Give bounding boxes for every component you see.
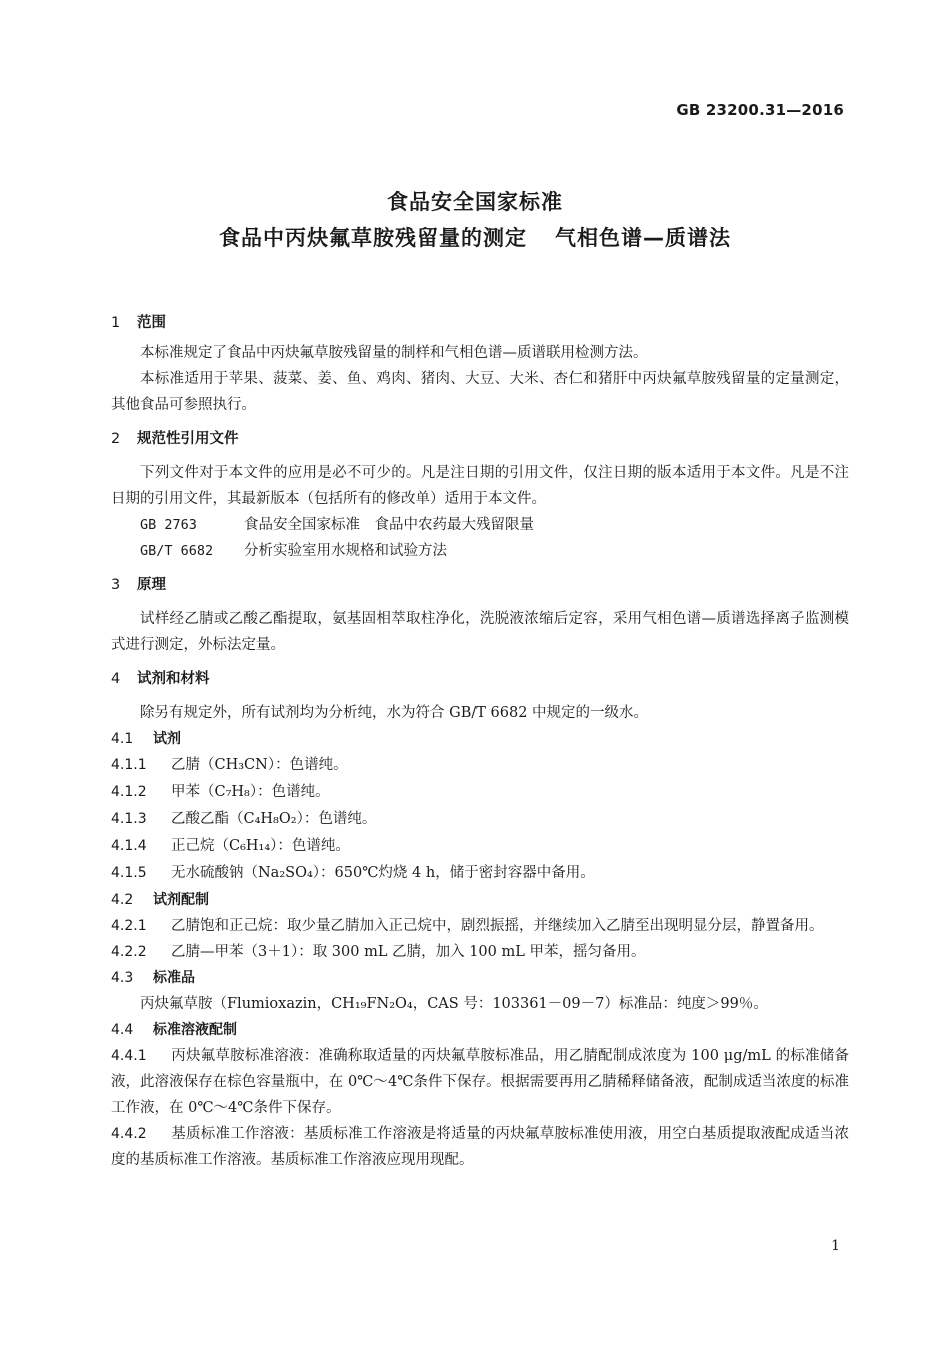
- section-4-2-heading: 4.2 试剂配制: [111, 892, 209, 908]
- reagent-4-1-4: 4.1.4 正己烷（C₆H₁₄）：色谱纯。: [111, 838, 350, 854]
- title-line-2b: 气相色谱—质谱法: [555, 226, 731, 250]
- preparation-4-2-2: 4.2.2 乙腈—甲苯（3＋1）：取 300 mL 乙腈，加入 100 mL 甲苯，摇匀备用。: [111, 944, 646, 960]
- section-4-4-heading: 4.4 标准溶液配制: [111, 1022, 237, 1038]
- standard-substance-paragraph: 丙炔氟草胺（Flumioxazin，CH₁₉FN₂O₄，CAS 号：103361－09－7）标准品：纯度＞99％。: [140, 996, 768, 1012]
- standard-solution-4-4-1: 4.4.1 丙炔氟草胺标准溶液：准确称取适量的丙炔氟草胺标准品，用乙腈配制成浓度为 100 μg/mL 的标准储备液，此溶液保存在棕色容量瓶中，在 0℃～4℃条件下保存。根据需要再用乙腈稀释储备液，配制成适当浓度的标准工作液，在 0℃～4℃条件下保存。: [111, 1048, 849, 1116]
- page-number: 1: [831, 1238, 840, 1254]
- title-line-2: [0, 220, 950, 256]
- preparation-4-2-1: 4.2.1 乙腈饱和正己烷：取少量乙腈加入正己烷中，剧烈振摇，并继续加入乙腈至出现明显分层，静置备用。: [111, 918, 824, 934]
- reference-gbt6682: GB/T 6682 分析实验室用水规格和试验方法: [140, 543, 447, 559]
- reagent-4-1-5: 4.1.5 无水硫酸钠（Na₂SO₄）：650℃灼烧 4 h，储于密封容器中备用。: [111, 865, 595, 881]
- section-4-heading: 4 试剂和材料: [111, 671, 210, 687]
- section-1-heading: 1 范围: [111, 315, 166, 331]
- section-1-paragraph-1: 本标准规定了食品中丙炔氟草胺残留量的制样和气相色谱—质谱联用检测方法。: [140, 345, 648, 361]
- section-4-1-heading: 4.1 试剂: [111, 731, 181, 747]
- section-2-paragraph-1: 下列文件对于本文件的应用是必不可少的。凡是注日期的引用文件，仅注日期的版本适用于本文件。凡是不注日期的引用文件，其最新版本（包括所有的修改单）适用于本文件。: [111, 465, 849, 507]
- section-4-paragraph-1: 除另有规定外，所有试剂均为分析纯，水为符合 GB/T 6682 中规定的一级水。: [140, 705, 649, 721]
- reference-gb2763: GB 2763 食品安全国家标准 食品中农药最大残留限量: [140, 517, 534, 533]
- section-1-paragraph-2: 本标准适用于苹果、菠菜、姜、鱼、鸡肉、猪肉、大豆、大米、杏仁和猪肝中丙炔氟草胺残留量的定量测定，其他食品可参照执行。: [111, 371, 849, 413]
- document-body: [111, 310, 849, 1173]
- document-title: [0, 184, 950, 256]
- standard-solution-4-4-2: 4.4.2 基质标准工作溶液：基质标准工作溶液是将适量的丙炔氟草胺标准使用液，用空白基质提取液配成适当浓度的基质标准工作溶液。基质标准工作溶液应现用现配。: [111, 1126, 849, 1168]
- reagent-4-1-3: 4.1.3 乙酸乙酯（C₄H₈O₂）：色谱纯。: [111, 811, 377, 827]
- reagent-4-1-1: 4.1.1 乙腈（CH₃CN）：色谱纯。: [111, 757, 348, 773]
- section-3-heading: 3 原理: [111, 577, 166, 593]
- title-line-1: 食品安全国家标准: [387, 190, 563, 214]
- section-3-paragraph-1: 试样经乙腈或乙酸乙酯提取，氨基固相萃取柱净化，洗脱液浓缩后定容，采用气相色谱—质谱选择离子监测模式进行测定，外标法定量。: [111, 611, 849, 653]
- title-line-2a: 食品中丙炔氟草胺残留量的测定: [219, 226, 527, 250]
- section-2-heading: 2 规范性引用文件: [111, 431, 239, 447]
- section-4-3-heading: 4.3 标准品: [111, 970, 195, 986]
- reagent-4-1-2: 4.1.2 甲苯（C₇H₈）：色谱纯。: [111, 784, 330, 800]
- standard-code-header: GB 23200.31—2016: [676, 101, 844, 119]
